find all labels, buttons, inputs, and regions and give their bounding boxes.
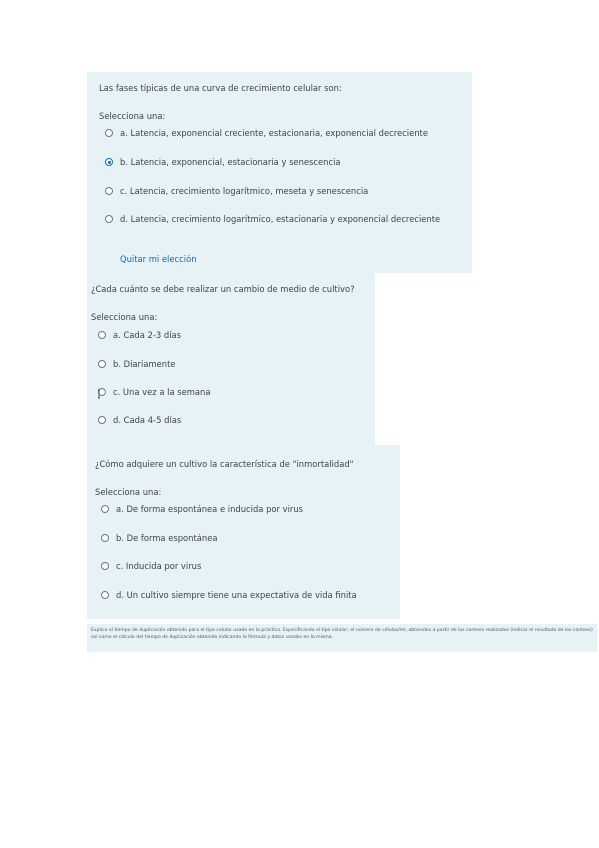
question-1-option-d[interactable] [105, 214, 440, 225]
question-2-panel [87, 273, 375, 445]
question-3-option-b[interactable] [101, 533, 218, 544]
question-2-select-label: Selecciona una: [91, 312, 158, 322]
question-3-select-label: Selecciona una: [95, 487, 162, 497]
radio-unchecked-icon[interactable] [101, 534, 109, 542]
option-label: a. De forma espontánea e inducida por virus [116, 504, 304, 514]
option-label: b. Diariamente [113, 359, 176, 369]
radio-unchecked-icon[interactable] [101, 505, 109, 513]
option-label: a. Cada 2-3 días [113, 330, 182, 340]
radio-unchecked-icon[interactable] [101, 591, 109, 599]
option-label: d. Un cultivo siempre tiene una expectativa de vida finita [116, 590, 357, 600]
option-label: d. Latencia, crecimiento logarítmico, estacionaria y exponencial decreciente [120, 214, 441, 224]
radio-unchecked-icon[interactable] [105, 215, 113, 223]
essay-question-text: Explica el tiempo de duplicación obtenido para el tipo celular usado en la práctica. Especificando el tipo celular, el número de células/ml, obtenidos a partir de los conteos realizados (indicar el resultado de los conteos) así como el cálculo del tiempo de duplicación obtenido indicando la fórmula y datos usados en la misma. [87, 624, 597, 652]
question-2-option-b[interactable] [98, 359, 176, 370]
radio-checked-icon[interactable] [105, 158, 113, 166]
radio-unchecked-icon[interactable] [101, 562, 109, 570]
question-3-option-d[interactable] [101, 590, 357, 601]
question-2-option-c[interactable] [98, 387, 211, 398]
question-3-prompt: ¿Cómo adquiere un cultivo la característica de "inmortalidad" [95, 459, 354, 469]
clear-choice-link[interactable]: Quitar mi elección [120, 254, 197, 264]
question-1-panel [87, 72, 472, 273]
option-label: b. Latencia, exponencial, estacionaria y senescencia [120, 157, 341, 167]
text-cursor-icon [97, 389, 105, 399]
radio-unchecked-icon[interactable] [98, 331, 106, 339]
question-1-option-b[interactable] [105, 157, 341, 168]
option-label: b. De forma espontánea [116, 533, 218, 543]
question-2-option-a[interactable] [98, 330, 181, 341]
radio-unchecked-icon[interactable] [105, 129, 113, 137]
option-label: d. Cada 4-5 días [113, 415, 182, 425]
option-label: c. Latencia, crecimiento logarítmico, meseta y senescencia [120, 186, 369, 196]
option-label: c. Una vez a la semana [113, 387, 211, 397]
question-1-option-a[interactable] [105, 128, 428, 139]
question-3-panel [87, 445, 400, 619]
question-2-option-d[interactable] [98, 415, 181, 426]
radio-unchecked-icon[interactable] [105, 187, 113, 195]
radio-unchecked-icon[interactable] [98, 360, 106, 368]
question-2-prompt: ¿Cada cuánto se debe realizar un cambio de medio de cultivo? [91, 284, 355, 294]
option-label: a. Latencia, exponencial creciente, estacionaria, exponencial decreciente [120, 128, 428, 138]
radio-unchecked-icon[interactable] [98, 416, 106, 424]
question-3-option-a[interactable] [101, 504, 303, 515]
question-1-prompt: Las fases típicas de una curva de crecimiento celular son: [99, 83, 342, 93]
question-3-option-c[interactable] [101, 561, 201, 572]
option-label: c. Inducida por virus [116, 561, 202, 571]
question-1-select-label: Selecciona una: [99, 111, 166, 121]
question-1-option-c[interactable] [105, 186, 368, 197]
